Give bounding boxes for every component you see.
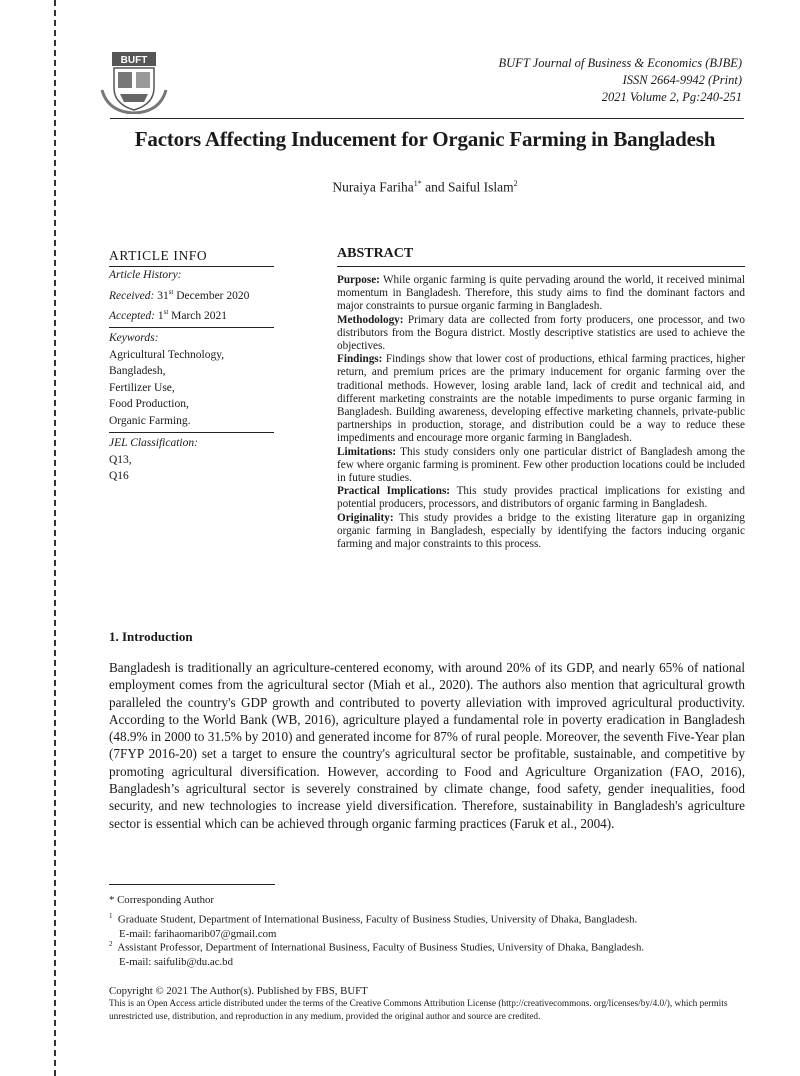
footnote-rule bbox=[109, 884, 275, 885]
author-1: Nuraiya Fariha bbox=[332, 179, 414, 195]
received-date: Received: 31st December 2020 bbox=[109, 287, 250, 302]
author-1-affil: 1* bbox=[413, 179, 422, 188]
footnote-2-email: E-mail: saifulib@du.ac.bd bbox=[119, 955, 233, 968]
abstract-originality: Originality: This study provides a bridge to the existing literature gap in organizing organic farming in Bangladesh, especially by identifying the factors inducing organic farming and major constraints to this process. bbox=[337, 511, 745, 551]
keyword: Agricultural Technology, bbox=[109, 348, 225, 361]
journal-volume: 2021 Volume 2, Pg:240-251 bbox=[601, 90, 742, 104]
article-info bbox=[109, 248, 274, 485]
buft-logo bbox=[98, 50, 170, 114]
author-2-affil: 2 bbox=[513, 179, 518, 188]
paper-title: Factors Affecting Inducement for Organic Farming in Bangladesh bbox=[134, 127, 716, 151]
jel-label: JEL Classification: bbox=[109, 432, 274, 452]
footnote-corresponding: * Corresponding Author bbox=[109, 894, 214, 906]
jel-code: Q16 bbox=[109, 470, 129, 483]
abstract-limitations: Limitations: This study considers only one particular district of Bangladesh among the few where organic farming is prominent. Few other production locations could be included in future studies. bbox=[337, 445, 745, 485]
introduction-paragraph: Bangladesh is traditionally an agriculture-centered economy, with around 20% of its GDP, and nearly 65% of national employment comes from the agricultural sector (Miah et al., 2020). The authors also mention that agricultural growth paralleled the country's GDP growth and contributed to poverty alleviation with improved agricultural productivity. According to the World Bank (WB, 2016), agriculture played a fundamental role in poverty eradication in Bangladesh (48.9% in 2000 to 31.5% by 2010) and generated income for 87% of rural people. Moreover, the seventh Five-Year plan (7FYP 2016-20) set a target to ensure the country's agricultural sector be profitable, sustainable, and competitive by promoting agricultural diversification. However, according to Food and Agriculture Organization (FAO, 2016), Bangladesh’s agricultural sector is severely constrained by climate change, food safety, gender inequalities, food security, and new technologies to increase yield diversification. Therefore, sustainability in Bangladesh's agriculture sector is essential which can be achieved through organic farming practices (Faruk et al., 2004). bbox=[109, 660, 745, 831]
author-joiner: and bbox=[421, 179, 448, 195]
header-rule bbox=[110, 118, 744, 119]
keyword: Bangladesh, bbox=[109, 365, 166, 378]
keyword: Organic Farming. bbox=[109, 414, 191, 427]
logo-text: BUFT bbox=[120, 55, 148, 66]
abstract-findings: Findings: Findings show that lower cost of productions, ethical farming practices, higher return, and premium prices are the primary inducement for organic farming over the traditional methods. However, losing arable land, lack of credit and technical aid, and different marketing constraints are the notable impediments to purse organic farming in Bangladesh. Building awareness, developing effective marketing channels, private-public partnerships in production, storage, and distribution could be a way to reduce these impediments and encourage more organic farming in Bangladesh. bbox=[337, 353, 745, 445]
copyright: Copyright © 2021 The Author(s). Published by FBS, BUFT bbox=[109, 985, 368, 997]
authors bbox=[90, 179, 760, 196]
keywords-label: Keywords: bbox=[109, 327, 274, 347]
footnote-2: $^2$ Assistant Professor, Department of International Business, Faculty of Business Studies, University of Dhaka, Bangladesh. E-mail: saifulib@du.ac.bd bbox=[109, 937, 749, 969]
keyword: Food Production, bbox=[109, 398, 189, 411]
journal-info bbox=[499, 55, 742, 106]
abstract bbox=[337, 246, 745, 551]
accepted-date: Accepted: 1st March 2021 bbox=[109, 307, 228, 322]
margin-dashed-line bbox=[54, 0, 56, 1076]
article-info-heading: ARTICLE INFO bbox=[109, 248, 274, 267]
history-label: Article History: bbox=[109, 269, 182, 281]
footnote-1-email: E-mail: farihaomarib07@gmail.com bbox=[119, 927, 277, 940]
abstract-methodology: Methodology: Primary data are collected from forty producers, one processor, and two distributors from the Bogura district. Mostly descriptive statistics are used to achieve the objectives. bbox=[337, 313, 745, 353]
journal-issn: ISSN 2664-9942 (Print) bbox=[622, 73, 742, 87]
abstract-purpose: Purpose: While organic farming is quite pervading around the world, it received minimal momentum in Bangladesh. Therefore, this study aims to find the dominant factors and major constraints to pursue organic farming in Bangladesh. bbox=[337, 274, 745, 313]
license-text: This is an Open Access article distributed under the terms of the Creative Commons Attribution License (http://creativecommons. org/licenses/by/4.0/), which permits unrestricted use, distribution, and reproduction in any medium, provided the original author and source are credited. bbox=[109, 999, 728, 1022]
section-heading-introduction: 1. Introduction bbox=[109, 629, 193, 644]
keyword: Fertilizer Use, bbox=[109, 381, 175, 394]
jel-code: Q13, bbox=[109, 453, 132, 466]
abstract-implications: Practical Implications: This study provides practical implications for existing and potential producers, processors, and distributors of organic farming in Bangladesh. bbox=[337, 485, 745, 511]
footnote-1: $^1$ Graduate Student, Department of International Business, Faculty of Business Studies, University of Dhaka, Bangladesh. E-mail: farihaomarib07@gmail.com bbox=[109, 909, 749, 941]
journal-name: BUFT Journal of Business & Economics (BJBE) bbox=[498, 56, 742, 70]
author-2: Saiful Islam bbox=[447, 179, 514, 195]
abstract-heading: ABSTRACT bbox=[337, 246, 745, 267]
